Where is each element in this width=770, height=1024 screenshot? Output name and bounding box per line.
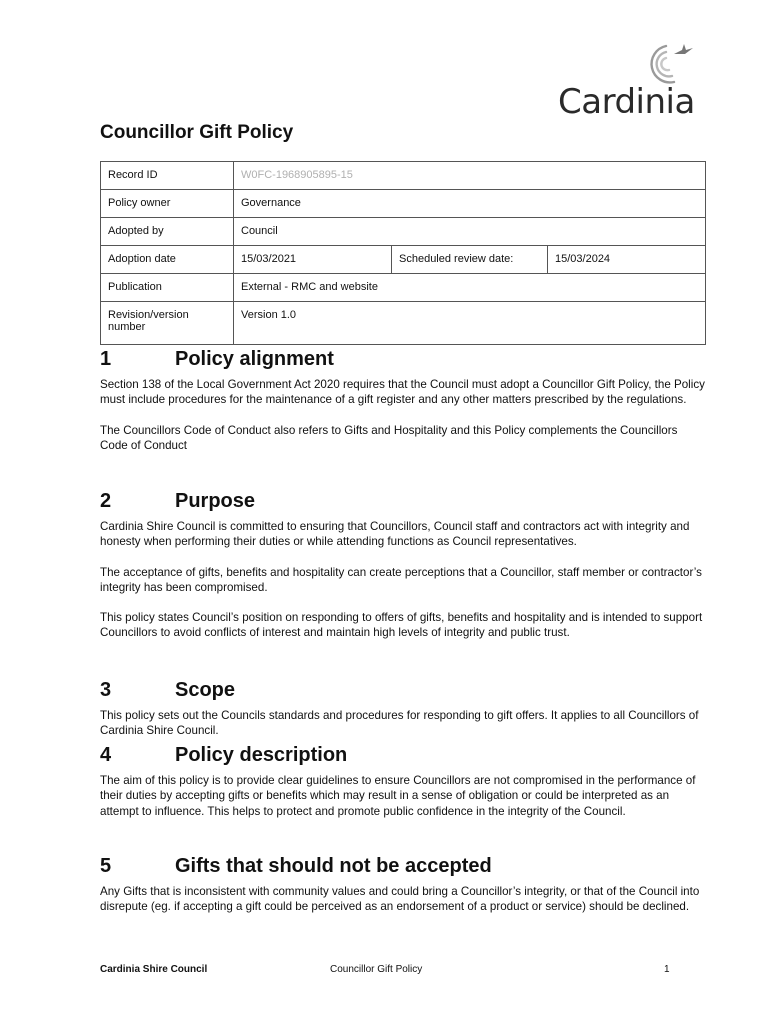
cardinia-bird-logo-icon [644, 40, 694, 86]
section-policy-alignment [100, 348, 706, 453]
section-scope [100, 679, 706, 739]
table-row [101, 162, 706, 190]
section-heading: 5 Gifts that should not be accepted [100, 855, 492, 877]
paragraph: This policy states Council’s position on responding to offers of gifts, benefits and hospitality and is intended to support Councillors to avoid conflicts of interest and maintain high levels of integrity and public trust. [100, 611, 703, 640]
paragraph: Cardinia Shire Council is committed to ensuring that Councillors, Council staff and contractors act with integrity and honesty when performing their duties or while attending functions as Council representatives. [100, 520, 690, 549]
table-row [101, 218, 706, 246]
record-table [100, 161, 706, 345]
adoption-date-label: Adoption date [101, 246, 234, 274]
paragraph: The acceptance of gifts, benefits and hospitality can create perceptions that a Councillor, staff member or contractor’s integrity has been compromised. [100, 565, 702, 594]
review-date-value: 15/03/2024 [548, 246, 706, 274]
cardinia-logo [552, 40, 702, 122]
footer-org: Cardinia Shire Council [100, 964, 208, 975]
publication-label: Publication [101, 274, 234, 302]
paragraph: Section 138 of the Local Government Act 2020 requires that the Council must adopt a Councillor Gift Policy, the Policy must include procedures for the maintenance of a gift register and any other matters prescribed by the regulations. [100, 378, 705, 407]
page-number: 1 [664, 964, 670, 975]
section-purpose [100, 490, 706, 641]
policy-owner-label: Policy owner [101, 190, 234, 218]
paragraph: The aim of this policy is to provide clear guidelines to ensure Councillors are not compromised in the performance of their duties by accepting gifts or benefits which may result in a sense of obligation or could be interpreted as an attempt to influence. This helps to protect and promote public confidence in the integrity of the Council. [100, 774, 696, 818]
adopted-by-value: Council [234, 218, 706, 246]
section-heading: 1 Policy alignment [100, 348, 334, 370]
table-row [101, 274, 706, 302]
table-row [101, 190, 706, 218]
policy-owner-value: Governance [234, 190, 706, 218]
section-heading: 4 Policy description [100, 744, 348, 766]
record-id-label: Record ID [101, 162, 234, 190]
section-gifts-not-accepted [100, 855, 706, 915]
table-row [101, 302, 706, 345]
section-heading: 2 Purpose [100, 490, 256, 512]
adopted-by-label: Adopted by [101, 218, 234, 246]
footer-doc-title: Councillor Gift Policy [330, 964, 423, 975]
paragraph: Any Gifts that is inconsistent with community values and could bring a Councillor’s integrity, or that of the Council into disrepute (eg. if accepting a gift could be perceived as an endorsement of a product or service) should be declined. [100, 885, 700, 914]
publication-value: External - RMC and website [234, 274, 706, 302]
paragraph: The Councillors Code of Conduct also refers to Gifts and Hospitality and this Policy complements the Councillors Code of Conduct [100, 423, 678, 452]
revision-label: Revision/version number [101, 302, 234, 345]
section-heading: 3 Scope [100, 679, 236, 701]
revision-value: Version 1.0 [234, 302, 706, 345]
paragraph: This policy sets out the Councils standards and procedures for responding to gift offers. It applies to all Councillors of Cardinia Shire Council. [100, 709, 699, 738]
record-id-value: W0FC-1968905895-15 [234, 162, 706, 190]
section-policy-description [100, 744, 706, 819]
table-row [101, 246, 706, 274]
logo-wordmark: Cardinia [558, 82, 695, 122]
page-title: Councillor Gift Policy [100, 122, 294, 143]
adoption-date-value: 15/03/2021 [234, 246, 392, 274]
review-date-label: Scheduled review date: [392, 246, 548, 274]
